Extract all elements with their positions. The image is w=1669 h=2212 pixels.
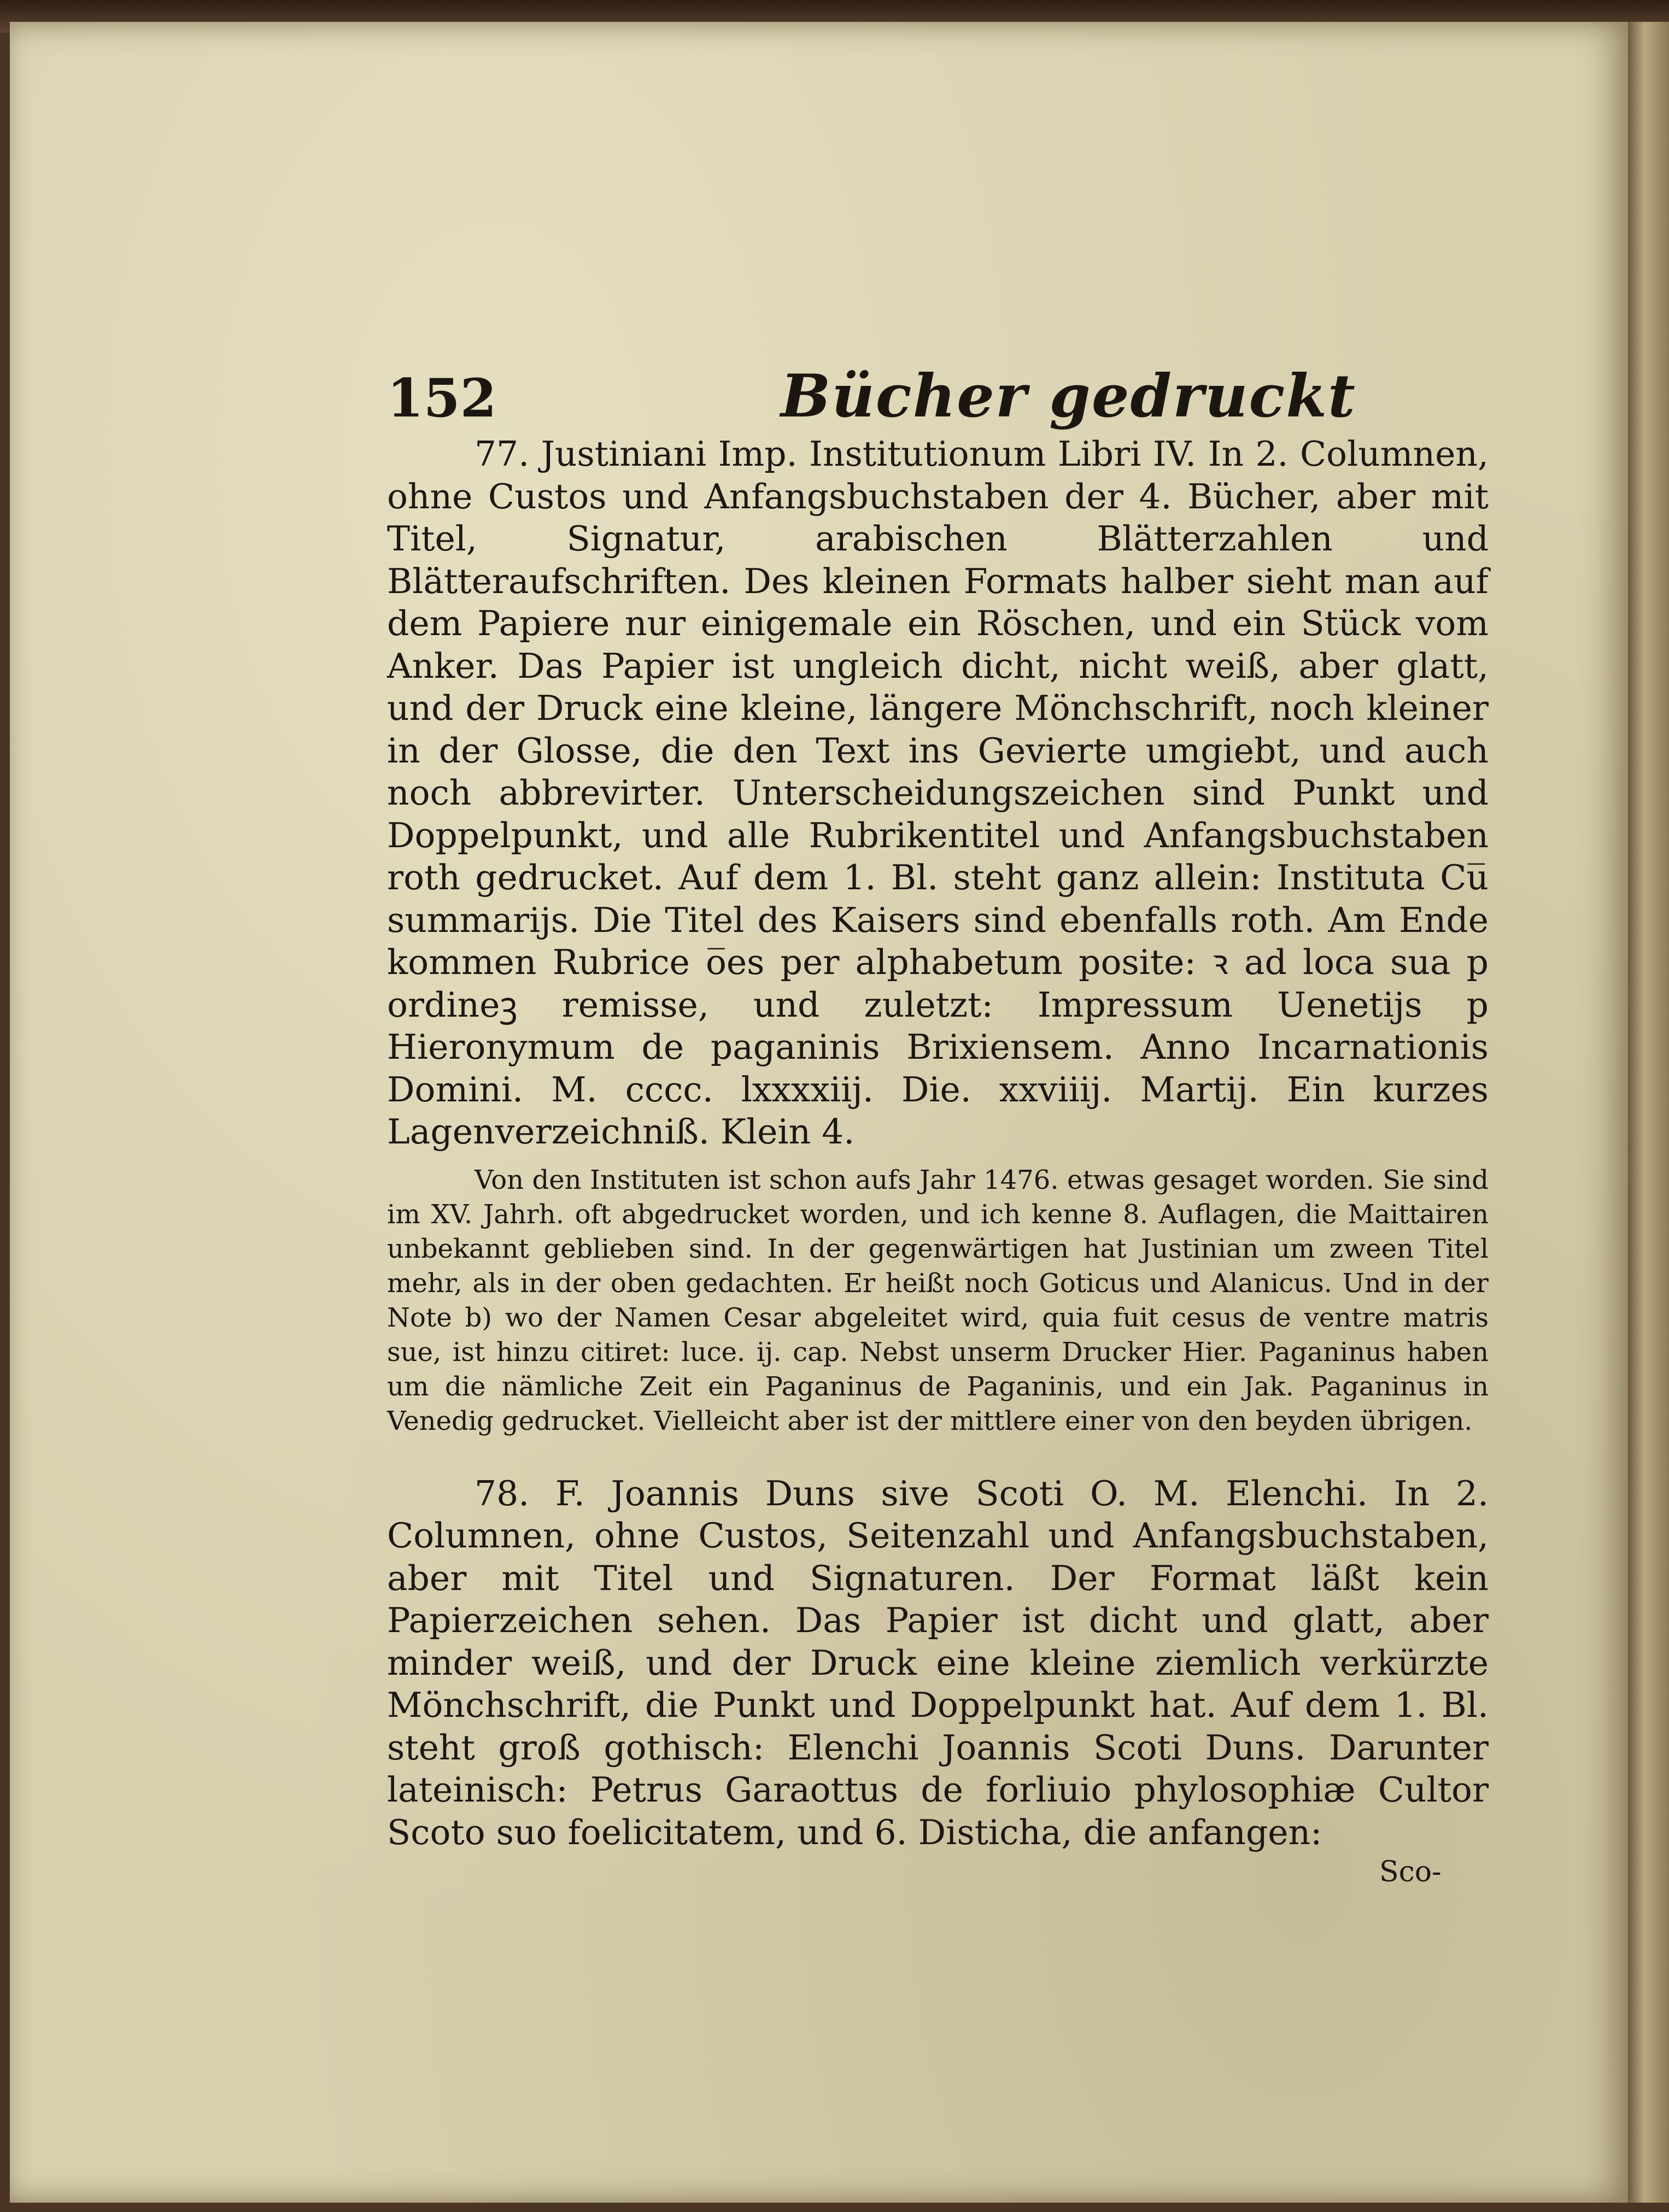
- adjacent-page-edge: [1628, 22, 1669, 2203]
- catchword: Sco-: [1379, 1856, 1442, 1888]
- running-head-title: Bücher gedruckt: [781, 362, 1356, 431]
- entry-78: 78. F. Joannis Duns sive Scoti O. M. Elenchi. In 2. Columnen, ohne Custos, Seitenzahl und Anfangsbuchstaben, aber mit Titel und Signaturen. Der Format läßt kein Papierzeichen sehen. Das Papier ist dicht und glatt, aber minder weiß, und der Druck eine kleine ziemlich verkürzte Mönchschrift, die Punkt und Doppelpunkt hat. Auf dem 1. Bl. steht groß gothisch: Elenchi Joannis Scoti Duns. Darunter lateinisch: Petrus Garaottus de forliuio phylosophiæ Cultor Scoto suo foelicitatem, und 6. Disticha, die anfangen:: [387, 1473, 1489, 1852]
- entry-77-note: Von den Instituten ist schon aufs Jahr 1476. etwas gesaget worden. Sie sind im XV. Jahrh. oft abgedrucket worden, und ich kenne 8. Auflagen, die Maittairen unbekannt geblieben sind. In der gegenwärtigen hat Justinian um zween Titel mehr, als in der oben gedachten. Er heißt noch Goticus und Alanicus. Und in der Note b) wo der Namen Cesar abgeleitet wird, quia fuit cesus de ventre matris sue, ist hinzu citiret: luce. ij. cap. Nebst unserm Drucker Hier. Paganinus haben um die nämliche Zeit ein Paganinus de Paganinis, und ein Jak. Paganinus in Venedig gedrucket. Vielleicht aber ist der mittlere einer von den beyden übrigen.: [387, 1164, 1489, 1436]
- book-page: [10, 22, 1628, 2203]
- entry-77: 77. Justiniani Imp. Institutionum Libri IV. In 2. Columnen, ohne Custos und Anfangsbuchstaben der 4. Bücher, aber mit Titel, Signatur, arabischen Blätterzahlen und Blätteraufschriften. Des kleinen Formats halber sieht man auf dem Papiere nur einigemale ein Röschen, und ein Stück vom Anker. Das Papier ist ungleich dicht, nicht weiß, aber glatt, und der Druck eine kleine, längere Mönchschrift, noch kleiner in der Glosse, die den Text ins Gevierte umgiebt, und auch noch abbrevirter. Unterscheidungszeichen sind Punkt und Doppelpunkt, und alle Rubrikentitel und Anfangsbuchstaben roth gedrucket. Auf dem 1. Bl. steht ganz allein: Instituta Cu̅ summarijs. Die Titel des Kaisers sind ebenfalls roth. Am Ende kommen Rubrice o̅es per alphabetum posite: ꝛ ad loca sua p ordineꝫ remisse, und zuletzt: Impressum Uenetijs p Hieronymum de paganinis Brixiensem. Anno Incarnationis Domini. M. cccc. lxxxxiij. Die. xxviiij. Martij. Ein kurzes Lagenverzeichniß. Klein 4.: [387, 434, 1489, 1152]
- text-block: [387, 356, 1489, 1853]
- running-head: [387, 356, 1489, 433]
- page-number: 152: [387, 367, 497, 429]
